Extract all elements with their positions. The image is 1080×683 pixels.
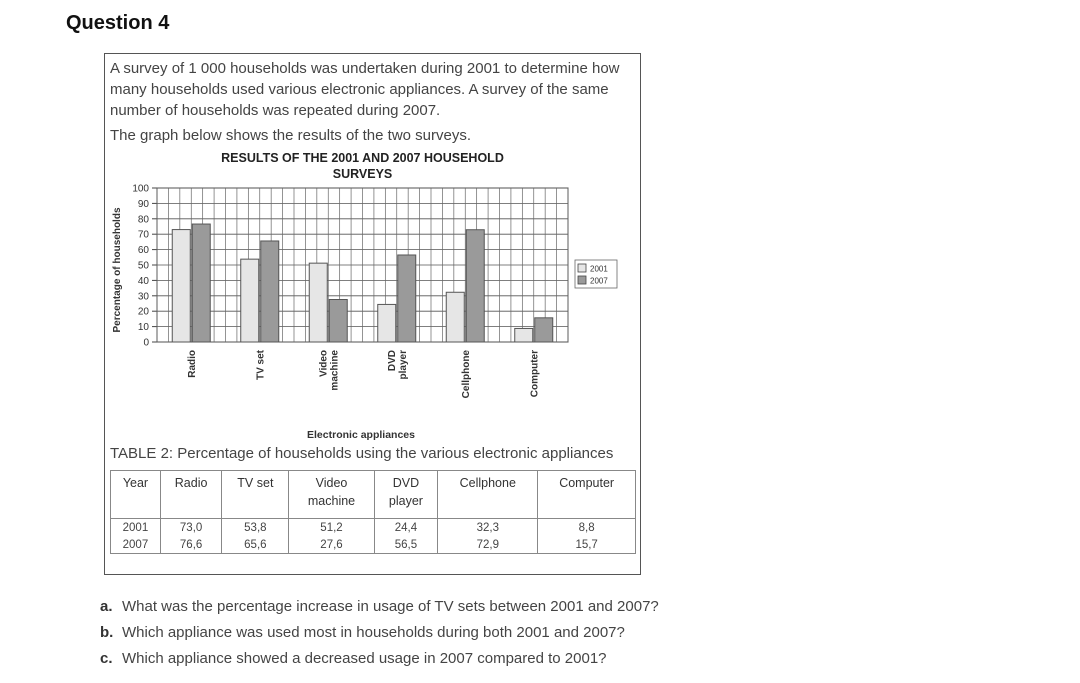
appliance-usage-table: [110, 470, 636, 554]
table-cell: 53,8: [222, 519, 289, 537]
bar-2001-dvd-player: [378, 304, 396, 342]
table-cell: 2001: [111, 519, 161, 537]
x-category-label: player: [397, 350, 409, 380]
y-tick-label: 40: [137, 275, 149, 287]
table-header-line: TV set: [237, 476, 274, 490]
table-cell: 32,3: [438, 519, 538, 537]
table-cell: 51,2: [289, 519, 374, 537]
y-tick-label: 0: [143, 337, 149, 349]
y-tick-label: 90: [137, 198, 149, 210]
table-cell: 8,8: [538, 519, 636, 537]
y-tick-label: 70: [137, 229, 149, 241]
chart-title-line-2: SURVEYS: [332, 167, 393, 181]
x-category-label: TV set: [255, 350, 267, 381]
graph-intro-text: The graph below shows the results of the two surveys.: [110, 127, 472, 144]
bar-chart: [105, 184, 639, 444]
question-text: Which appliance was used most in households during both 2001 and 2007?: [122, 624, 625, 641]
x-axis-label: Electronic appliances: [307, 429, 415, 441]
question-list: [100, 598, 659, 676]
question-letter: a.: [100, 598, 113, 615]
table-cell: 65,6: [222, 536, 289, 554]
bar-2001-tv-set: [241, 259, 259, 342]
table-header-cell: [538, 471, 636, 519]
table-caption: TABLE 2: Percentage of households using the various electronic appliances: [110, 445, 614, 462]
table-cell: 73,0: [160, 519, 221, 537]
x-category-label: Video: [318, 350, 330, 378]
table-header-cell: [289, 471, 374, 519]
table-cell: 72,9: [438, 536, 538, 554]
bar-2007-tv-set: [261, 241, 279, 342]
table-cell: 56,5: [374, 536, 438, 554]
bar-2001-cellphone: [446, 292, 464, 342]
table-header-cell: [160, 471, 221, 519]
table-header-line: Computer: [559, 476, 615, 490]
y-tick-label: 10: [137, 322, 149, 334]
question-letter: b.: [100, 624, 114, 641]
bar-2007-cellphone: [466, 230, 484, 342]
chart-title-line-1: RESULTS OF THE 2001 AND 2007 HOUSEHOLD: [221, 151, 504, 165]
y-tick-label: 100: [132, 184, 149, 195]
legend-swatch-2007: [578, 276, 586, 284]
bar-2001-computer: [515, 328, 533, 342]
x-category-label: DVD: [386, 350, 398, 372]
table-header-line: Video: [315, 476, 348, 490]
x-category-label: Cellphone: [460, 350, 472, 399]
question-heading: Question 4: [66, 12, 170, 34]
x-category-label: Computer: [529, 350, 541, 398]
question-item: [100, 624, 659, 650]
table-header-line: player: [388, 494, 423, 508]
bar-2007-radio: [192, 224, 210, 342]
table-header-line: Cellphone: [459, 476, 516, 490]
bar-2007-video-machine: [329, 299, 347, 342]
y-axis-label: Percentage of households: [112, 207, 123, 333]
table-header-line: machine: [307, 494, 356, 508]
legend-label-2007: 2007: [590, 276, 608, 286]
table-cell: 76,6: [160, 536, 221, 554]
y-tick-label: 80: [137, 214, 149, 226]
y-tick-label: 20: [137, 306, 149, 318]
bar-2001-video-machine: [309, 263, 327, 342]
question-letter: c.: [100, 650, 113, 667]
table-cell: 2007: [122, 538, 149, 551]
table-header-cell: [222, 471, 289, 519]
question-text: Which appliance showed a decreased usage in 2007 compared to 2001?: [122, 650, 607, 667]
bar-2007-dvd-player: [398, 255, 416, 342]
table-cell: 15,7: [538, 536, 636, 554]
legend-label-2001: 2001: [590, 264, 608, 274]
question-text: What was the percentage increase in usage of TV sets between 2001 and 2007?: [122, 598, 659, 615]
bar-2001-radio: [172, 230, 190, 342]
question-item: [100, 598, 659, 624]
y-tick-label: 60: [137, 245, 149, 257]
question-box: [104, 53, 641, 575]
bar-2007-computer: [535, 318, 553, 342]
x-category-label: machine: [329, 350, 341, 391]
table-cell: 24,4: [374, 519, 438, 537]
table-header-cell: [111, 471, 161, 519]
x-category-label: Radio: [186, 350, 198, 378]
table-header-line: Year: [122, 476, 149, 490]
table-header-cell: [374, 471, 438, 519]
chart-title: [205, 150, 520, 182]
table-cell: 27,6: [289, 536, 374, 554]
legend-swatch-2001: [578, 264, 586, 272]
table-row: [111, 519, 636, 537]
y-tick-label: 30: [137, 291, 149, 303]
y-tick-label: 50: [137, 260, 149, 272]
table-header-line: DVD: [392, 476, 420, 490]
table-header-cell: [438, 471, 538, 519]
table-header-line: Radio: [174, 476, 208, 490]
question-item: [100, 650, 659, 676]
table-row: [111, 536, 636, 554]
survey-intro-text: A survey of 1 000 households was undertaken during 2001 to determine how many households used various electronic appliances. A survey of the same number of households was repeated during 2007.: [110, 60, 620, 119]
